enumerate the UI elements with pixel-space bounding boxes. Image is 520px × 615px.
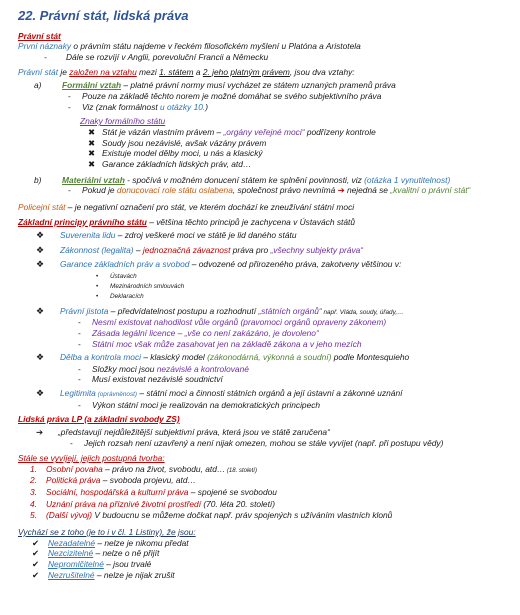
- line-prvni-naznaky: První náznaky o právním státu najdeme v řeckém filosofickém myšlení u Platóna a Aristotela: [18, 41, 361, 52]
- vychazi-heading: Vychází se z toho (je to i v čl. 1 Listiny), že jsou:: [18, 526, 196, 537]
- checkmark-icon: ✔: [32, 569, 40, 580]
- line-lidska-rozsah: - Jejich rozsah není uzavřený a není nijak omezen, mohou se stále vyvíjet (např. při postupu vědy): [70, 437, 444, 448]
- diamond-bullet-icon: ❖: [36, 244, 45, 255]
- line-lidska-definice: ➔ „představují nejdůležitější subjektivní práva, která jsou ve státě zaručena“: [36, 426, 330, 437]
- principle-item: ❖ Dělba a kontrola moci – klasický model (zákonodárná, výkonná a soudní) podle Montesquieho: [36, 352, 410, 363]
- sub-dash-item: - Státní moc však může zasahovat jen na základě zákona a v jeho mezích: [78, 338, 362, 349]
- principle-item: ❖ Zákonnost (legalita) – jednoznačná závaznost práva pro „všechny subjekty práva“: [36, 244, 364, 255]
- checkmark-icon: ✔: [32, 558, 40, 569]
- section-heading-pravni-stat: Právní stát: [18, 30, 61, 41]
- line-formalni-vztah: a) Formální vztah – platné právní normy musí vycházet ze státem uznaných pramenů práva: [34, 80, 396, 91]
- item-number: 3.: [30, 487, 37, 498]
- line-formalni-d2: - Viz (znak formálnost u otázky 10.): [68, 101, 209, 112]
- dash-bullet: -: [78, 317, 81, 328]
- cross-bullet-icon: ✖: [88, 158, 96, 169]
- dash-bullet: -: [78, 327, 81, 338]
- line-materialni-d1: - Pokud je donucovací role státu oslabena, společnost právo nevnímá ➔ nejedná se „kvalitní o právní stát“: [68, 185, 471, 196]
- tvorba-item: 1. Osobní povaha – právo na život, svobodu, atd… (18. století): [30, 463, 257, 474]
- section-heading-principy: Základní principy právního státu – většina těchto principů je zachycena v Ústavách států: [18, 216, 355, 227]
- line-pravni-stat-definice: Právní stát je založen na vztahu mezi 1. státem a 2. jeho platným právem, jsou dva vztahy:: [18, 66, 355, 77]
- vychazi-item: ✔ Nezadatelné – nelze je nikomu předat: [32, 537, 189, 548]
- dot-bullet-icon: •: [96, 282, 99, 290]
- diamond-bullet-icon: ❖: [36, 230, 45, 241]
- dash-bullet: -: [78, 338, 81, 349]
- dash-bullet: -: [78, 363, 81, 374]
- tvorba-list: [18, 464, 510, 522]
- checkmark-icon: ✔: [32, 537, 40, 548]
- znaky-heading: Znaky formálního státu: [80, 116, 166, 127]
- document-page: [18, 8, 510, 580]
- sub-dash-item: - Nesmí existovat nahodilost vůle orgánů (pravomoci orgánů opraveny zákonem): [78, 317, 387, 328]
- tvorba-item: 4. Uznání práva na příznivé životní prostředí (70. léta 20. století): [30, 498, 276, 509]
- vychazi-item: ✔ Nezcizitelné – nelze o ně přijít: [32, 548, 160, 559]
- cross-bullet-icon: ✖: [88, 126, 96, 137]
- dot-bullet-icon: •: [96, 292, 99, 300]
- sub-dash-item: - Zásada legální licence – „vše co není zakázáno, je dovoleno“: [78, 327, 319, 338]
- dot-bullet-icon: •: [96, 272, 99, 280]
- diamond-bullet-icon: ❖: [36, 388, 45, 399]
- znak-item: ✖ Existuje model dělby moci, u nás a klasický: [88, 148, 263, 159]
- dash-bullet: -: [70, 437, 73, 448]
- znak-item: ✖ Stát je vázán vlastním právem – „orgány veřejné moci“ podřízeny kontrole: [88, 126, 376, 137]
- sub-bullet-item: • Mezinárodních smlouvách: [96, 282, 185, 290]
- page-title: 22. Právní stát, lidská práva: [18, 8, 189, 23]
- dash-bullet: -: [78, 399, 81, 410]
- sub-dash-item: - Musí existovat nezávislé soudnictví: [78, 374, 223, 385]
- line-policejni-stat: Policejní stát – je negativní označení pro stát, ve kterém dochází ke zneužívání státní moci: [18, 201, 355, 212]
- sub-bullet-item: • Ústavách: [96, 272, 137, 280]
- vychazi-list: [18, 538, 510, 581]
- vychazi-item: ✔ Nezrušitelné – nelze je nijak zrušit: [32, 569, 175, 580]
- principle-item: ❖ Legitimita (oprávněnost) – státní moci a činnosti státních orgánů a její ústavní a zákonné uznání: [36, 388, 403, 399]
- dash-bullet: -: [44, 51, 47, 62]
- sub-dash-item: - Složky moci jsou nezávislé a kontrolované: [78, 363, 249, 374]
- item-number: 5.: [30, 510, 37, 521]
- diamond-bullet-icon: ❖: [36, 259, 45, 270]
- arrow-right-icon: ➔: [337, 185, 345, 196]
- dash-bullet: -: [68, 90, 71, 101]
- principle-item: ❖ Právní jistota – předvídatelnost postupu a rozhodnutí „státních orgánů“ např. Vláda, soudy, úřady,…: [36, 305, 404, 316]
- item-number: 4.: [30, 498, 37, 509]
- dash-bullet: -: [78, 374, 81, 385]
- sub-dash-item: - Výkon státní moci je realizován na demokratických principech: [78, 399, 321, 410]
- znak-item: ✖ Soudy jsou nezávislé, avšak vázány právem: [88, 137, 267, 148]
- line-materialni-vztah: b) Materiální vztah - spočívá v možném donucení státem ke splnění povinnosti, viz (otázka 1 vynutitelnost): [34, 174, 451, 185]
- cross-bullet-icon: ✖: [88, 137, 96, 148]
- sub-bullet-item: • Deklaracích: [96, 292, 144, 300]
- tvorba-item: 5. (Další vývoj) V budoucnu se můžeme dočkat např. práv spojených s užíváním vlastních klonů: [30, 510, 393, 521]
- tvorba-item: 3. Sociální, hospodářská a kulturní práva – spojené se svobodou: [30, 487, 277, 498]
- section-heading-lidska-prava: Lidská práva LP (a základní svobody ZS): [18, 414, 180, 425]
- dash-bullet: -: [68, 185, 71, 196]
- arrow-right-icon: ➔: [36, 426, 44, 437]
- diamond-bullet-icon: ❖: [36, 352, 45, 363]
- tvorba-heading: Stále se vyvíjejí, jejich postupná tvorba:: [18, 453, 165, 464]
- item-number: 2.: [30, 475, 37, 486]
- tvorba-item: 2. Politická práva – svoboda projevu, atd…: [30, 475, 196, 486]
- principle-item: ❖ Garance základních práv a svobod – odvozené od přirozeného práva, zakotveny většinou v:: [36, 259, 402, 270]
- dash-bullet: -: [68, 101, 71, 112]
- line-dale-se-rozviji: - Dále se rozvíjí v Anglii, porevoluční Francii a Německu: [44, 51, 269, 62]
- znak-item: ✖ Garance základních lidských práv, atd…: [88, 158, 252, 169]
- principle-item: ❖ Suverenita lidu – zdroj veškeré moci ve státě je lid daného státu: [36, 230, 297, 241]
- diamond-bullet-icon: ❖: [36, 305, 45, 316]
- checkmark-icon: ✔: [32, 548, 40, 559]
- cross-bullet-icon: ✖: [88, 148, 96, 159]
- line-formalni-d1: - Pouze na základě těchto norem je možné domáhat se svého subjektivního práva: [68, 90, 382, 101]
- vychazi-item: ✔ Nepromlčitelné – jsou trvalé: [32, 558, 152, 569]
- item-number: 1.: [30, 463, 37, 474]
